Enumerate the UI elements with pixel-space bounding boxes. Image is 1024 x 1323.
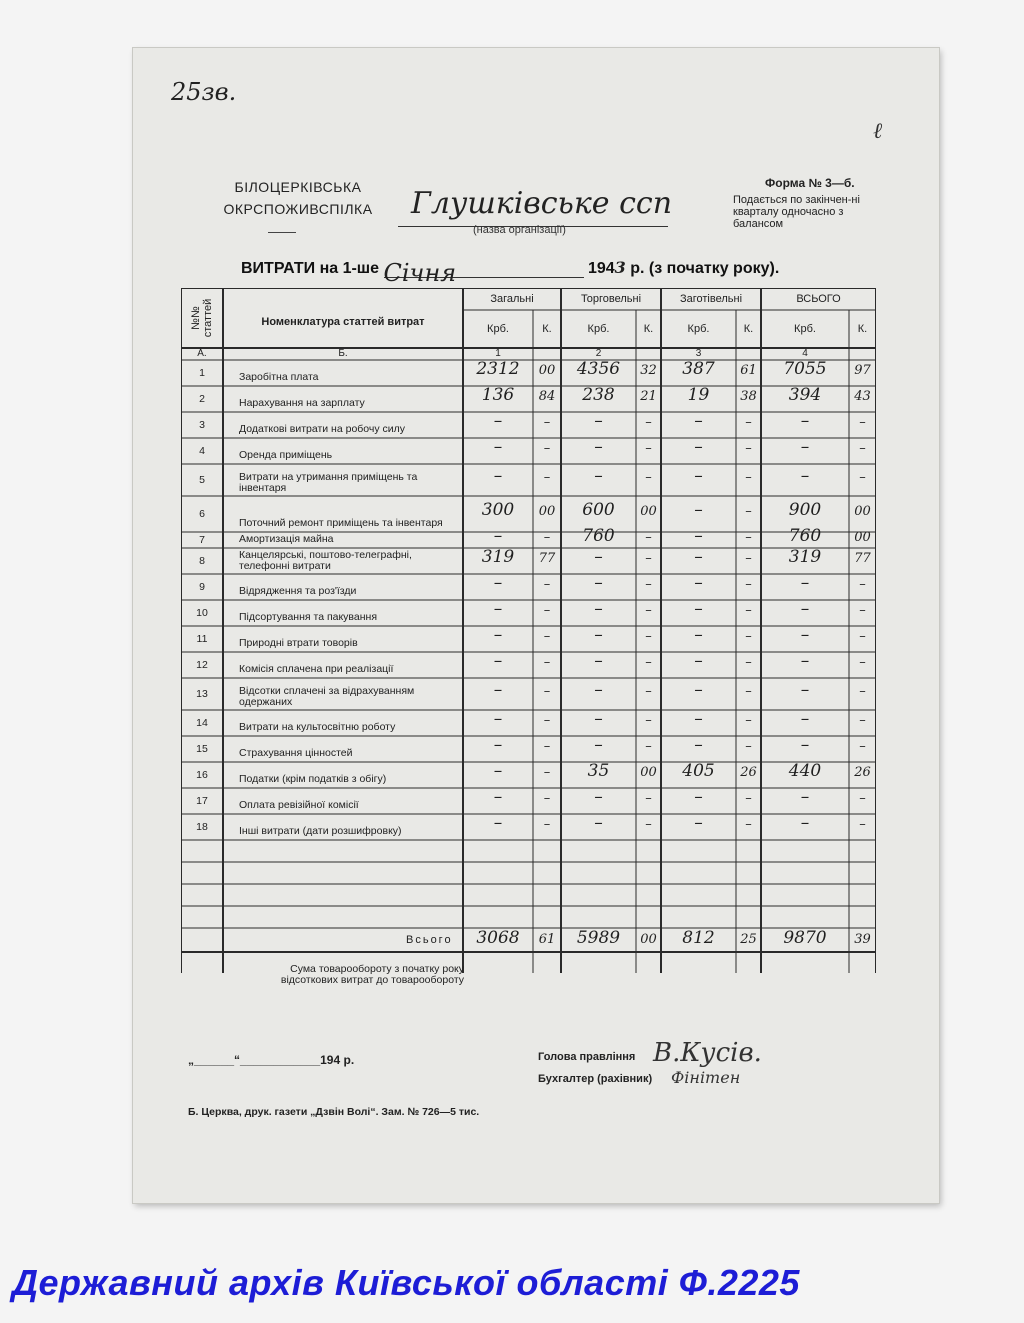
row-label: Комісія сплачена при реалізації (239, 663, 394, 675)
value-kop: – (543, 684, 551, 699)
value-rub: – (493, 651, 503, 671)
value-kop: – (543, 713, 551, 728)
value-rub: – (800, 680, 810, 700)
value-kop: 32 (640, 363, 657, 378)
value-kop: – (543, 441, 551, 456)
value-kop: – (745, 551, 752, 566)
value-kop: – (645, 415, 652, 430)
value-kop: 00 (854, 504, 871, 519)
value-rub: – (800, 709, 810, 729)
value-kop: – (645, 739, 652, 754)
header-group-3: Заготівельні (679, 293, 743, 305)
value-kop: – (745, 684, 752, 699)
value-kop: – (645, 713, 652, 728)
value-kop: – (859, 739, 866, 754)
value-kop: – (745, 655, 752, 670)
row-label: Додаткові витрати на робочу силу (239, 423, 406, 435)
org-name-handwritten: Глушківське ссп (411, 186, 673, 221)
value-kop: – (543, 765, 551, 780)
value-rub: 900 (788, 500, 822, 520)
date-line: „______“____________194 р. (188, 1053, 355, 1067)
value-kop: 21 (640, 389, 657, 404)
value-kop: – (543, 530, 551, 545)
value-rub: – (493, 625, 503, 645)
org-block (203, 176, 393, 220)
value-kop: 00 (538, 363, 556, 378)
value-kop: – (645, 817, 652, 832)
value-rub: – (594, 599, 603, 619)
value-rub: – (493, 813, 503, 833)
value-kop: – (645, 551, 652, 566)
value-rub: – (694, 437, 703, 457)
index-a: А. (197, 348, 207, 359)
row-label: Канцелярські, поштово-телеграфні, телефонні витрати (239, 549, 412, 572)
value-kop: – (745, 629, 752, 644)
value-rub: – (594, 787, 603, 807)
chair-signature: В.Кусів. (653, 1038, 762, 1068)
chair-label: Голова правління (538, 1051, 636, 1063)
value-kop: – (645, 603, 652, 618)
row-label: Нарахування на зарплату (239, 397, 365, 409)
value-rub: – (493, 761, 503, 781)
value-rub: 300 (481, 500, 515, 520)
month-handwritten: Січня (383, 259, 457, 287)
value-kop: 61 (740, 363, 757, 378)
value-rub: 19 (687, 385, 710, 405)
row-label: Витрати на культосвітню роботу (239, 721, 396, 733)
row-number: 12 (196, 659, 208, 671)
value-kop: 77 (854, 551, 871, 566)
total-kop: 39 (854, 932, 871, 947)
row-number: 9 (199, 581, 205, 593)
value-kop: – (859, 415, 866, 430)
total-kop: 25 (740, 932, 757, 947)
value-kop: – (859, 577, 866, 592)
heading-prefix: ВИТРАТИ на 1-ше (241, 260, 380, 277)
header-kop: К. (542, 323, 552, 335)
value-rub: 35 (587, 761, 610, 781)
total-kop: 00 (640, 932, 657, 947)
value-kop: – (543, 577, 551, 592)
value-rub: – (594, 651, 603, 671)
value-rub: – (800, 411, 810, 431)
value-kop: – (645, 629, 652, 644)
value-rub: 394 (788, 385, 822, 405)
value-kop: – (859, 684, 866, 699)
heading-suffix: р. (з початку року). (630, 260, 780, 277)
header-group-2: Торговельні (580, 293, 642, 305)
value-rub: – (694, 651, 703, 671)
value-rub: – (594, 547, 603, 567)
value-kop: – (859, 655, 866, 670)
total-rub: 9870 (783, 928, 827, 948)
value-kop: 00 (854, 530, 871, 545)
value-kop: – (543, 817, 551, 832)
value-kop: – (745, 530, 752, 545)
value-rub: – (493, 787, 503, 807)
value-rub: – (694, 813, 703, 833)
header-kop: К. (643, 323, 654, 335)
corner-mark: ℓ (873, 119, 883, 144)
value-kop: – (745, 577, 752, 592)
header-col-no: №№ статтей (190, 298, 214, 338)
row-label: Відсотки сплачені за відрахуванням одержаних (239, 685, 415, 708)
index-number: 4 (802, 348, 808, 359)
row-number: 4 (199, 445, 205, 457)
row-number: 6 (199, 508, 205, 520)
value-kop: – (745, 504, 752, 519)
value-rub: 2312 (476, 359, 520, 379)
value-kop: 00 (640, 765, 657, 780)
value-rub: – (594, 680, 603, 700)
row-number: 7 (199, 534, 205, 546)
org-line-2: ОКРСПОЖИВСПІЛКА (223, 201, 373, 217)
value-rub: – (800, 813, 810, 833)
month-field (383, 259, 584, 287)
value-rub: – (800, 735, 810, 755)
value-rub: – (694, 625, 703, 645)
value-rub: – (800, 787, 810, 807)
org-line-1: БІЛОЦЕРКІВСЬКА (234, 179, 362, 195)
value-rub: – (594, 813, 603, 833)
value-rub: 760 (788, 526, 822, 546)
row-number: 1 (199, 367, 205, 379)
value-rub: – (594, 735, 603, 755)
header-col-name: Номенклатура статтей витрат (261, 316, 425, 328)
value-rub: – (493, 680, 503, 700)
value-kop: – (745, 713, 752, 728)
value-kop: – (745, 817, 752, 832)
value-rub: – (800, 573, 810, 593)
value-kop: – (859, 603, 866, 618)
row-number: 15 (196, 743, 208, 755)
value-kop: – (543, 629, 551, 644)
value-kop: – (645, 470, 652, 485)
value-kop: – (859, 441, 866, 456)
value-rub: – (694, 709, 703, 729)
value-rub: 760 (582, 526, 615, 546)
value-kop: 38 (740, 389, 757, 404)
value-kop: – (745, 441, 752, 456)
value-kop: – (645, 530, 652, 545)
total-rub: 5989 (576, 928, 621, 948)
row-label: Амортизація майна (239, 533, 334, 545)
printer-imprint: Б. Церква, друк. газети „Дзвін Волі“. Зам. № 726—5 тис. (188, 1106, 480, 1118)
row-number: 11 (196, 633, 208, 645)
value-rub: – (493, 526, 503, 546)
value-kop: – (745, 470, 752, 485)
value-kop: – (645, 791, 652, 806)
value-rub: – (694, 735, 703, 755)
value-rub: 136 (481, 385, 515, 405)
row-label: Страхування цінностей (239, 747, 353, 759)
value-rub: 387 (682, 359, 715, 379)
value-rub: – (694, 573, 703, 593)
value-rub: – (800, 625, 810, 645)
value-kop: – (543, 739, 551, 754)
value-rub: 319 (481, 547, 515, 567)
value-rub: – (493, 437, 503, 457)
row-number: 17 (196, 795, 208, 807)
value-kop: 00 (538, 504, 556, 519)
row-number: 13 (196, 688, 208, 700)
value-rub: – (694, 599, 703, 619)
value-rub: – (493, 599, 503, 619)
value-kop: 97 (854, 363, 871, 378)
total-label: Всього (406, 934, 453, 946)
expense-table (181, 288, 876, 986)
value-kop: – (745, 603, 752, 618)
form-note: Подається по закінчен-ні кварталу одночасно з балансом (733, 194, 860, 230)
value-rub: – (594, 709, 603, 729)
index-number: 2 (595, 348, 602, 359)
value-kop: 84 (538, 389, 556, 404)
index-number: 1 (495, 348, 501, 359)
value-kop: – (859, 629, 866, 644)
total-rub: 812 (682, 928, 715, 948)
row-label: Підсортування та пакування (239, 611, 378, 623)
row-number: 2 (199, 393, 205, 405)
value-kop: 43 (854, 389, 871, 404)
total-kop: 61 (538, 932, 556, 947)
value-rub: – (594, 437, 603, 457)
suma-label: Сума товарообороту з початку року відсоткових витрат до товарообороту (280, 963, 464, 986)
value-rub: – (800, 437, 810, 457)
header-kop: К. (857, 323, 868, 335)
value-kop: – (859, 791, 866, 806)
value-rub: – (594, 625, 603, 645)
value-kop: – (543, 415, 551, 430)
value-rub: – (493, 466, 503, 486)
value-rub: – (694, 500, 703, 520)
value-kop: – (859, 713, 866, 728)
row-number: 18 (196, 821, 208, 833)
row-label: Податки (крім податків з обігу) (239, 773, 387, 785)
row-label: Заробітна плата (239, 371, 319, 383)
form-number: Форма № 3—б. (765, 176, 855, 190)
value-rub: – (800, 466, 810, 486)
header-rub: Крб. (687, 323, 710, 335)
accountant-signature: Фінітен (671, 1068, 741, 1087)
value-rub: – (694, 466, 703, 486)
value-rub: – (694, 526, 703, 546)
row-label: Інші витрати (дати розшифровку) (239, 825, 402, 837)
value-kop: – (543, 791, 551, 806)
row-number: 16 (196, 769, 208, 781)
value-rub: – (694, 787, 703, 807)
row-number: 8 (199, 555, 205, 567)
value-rub: – (800, 599, 810, 619)
value-kop: – (859, 817, 866, 832)
heading-year-written: 3 (614, 258, 626, 277)
value-rub: 405 (682, 761, 715, 781)
value-rub: – (493, 709, 503, 729)
value-rub: – (493, 411, 503, 431)
header-rub: Крб. (487, 323, 509, 335)
value-kop: – (745, 739, 752, 754)
report-heading (241, 258, 780, 287)
value-kop: – (859, 470, 866, 485)
value-rub: 319 (788, 547, 822, 567)
value-kop: 26 (740, 765, 757, 780)
value-rub: – (694, 680, 703, 700)
row-label: Природні втрати товорів (239, 637, 358, 649)
value-rub: 7055 (783, 359, 827, 379)
value-kop: – (745, 791, 752, 806)
row-label: Витрати на утримання приміщень та інвентаря (239, 471, 418, 494)
accountant-label: Бухгалтер (рахівник) (538, 1073, 653, 1085)
value-kop: – (645, 441, 652, 456)
value-kop: – (543, 603, 551, 618)
value-rub: – (493, 735, 503, 755)
header-group-4: ВСЬОГО (796, 293, 841, 305)
index-number: 3 (695, 348, 702, 359)
archive-sheet-number: 25зв. (171, 78, 237, 106)
value-rub: 238 (582, 385, 615, 405)
row-label: Оренда приміщень (239, 449, 333, 461)
value-rub: – (694, 547, 703, 567)
value-rub: – (594, 411, 603, 431)
header-kop: К. (743, 323, 754, 335)
document-paper (133, 48, 939, 1203)
index-b: Б. (338, 348, 348, 359)
org-divider (268, 232, 296, 233)
row-label: Відрядження та роз'їзди (239, 585, 357, 597)
value-rub: – (594, 466, 603, 486)
row-label: Поточний ремонт приміщень та інвентаря (239, 517, 443, 529)
total-rub: 3068 (476, 928, 520, 948)
row-label: Оплата ревізійної комісії (239, 799, 359, 811)
value-kop: 77 (538, 551, 556, 566)
row-number: 10 (196, 607, 208, 619)
value-rub: 600 (582, 500, 615, 520)
value-rub: – (800, 651, 810, 671)
value-kop: – (645, 684, 652, 699)
value-kop: – (645, 655, 652, 670)
value-rub: – (493, 573, 503, 593)
value-rub: 440 (788, 761, 822, 781)
value-kop: 00 (640, 504, 657, 519)
header-group-1: Загальні (490, 293, 534, 305)
heading-year-printed: 194 (587, 260, 615, 277)
archive-caption: Державний архів Київської області Ф.2225 (12, 1262, 800, 1303)
row-number: 14 (196, 717, 208, 729)
row-number: 3 (199, 419, 205, 431)
value-kop: – (543, 470, 551, 485)
org-name-caption: (назва організації) (473, 224, 566, 236)
header-rub: Крб. (587, 323, 610, 335)
value-kop: – (645, 577, 652, 592)
value-kop: – (745, 415, 752, 430)
value-rub: 4356 (576, 359, 621, 379)
row-number: 5 (199, 474, 205, 486)
value-rub: – (594, 573, 603, 593)
header-rub: Крб. (794, 323, 816, 335)
value-kop: – (543, 655, 551, 670)
value-rub: – (694, 411, 703, 431)
value-kop: 26 (854, 765, 871, 780)
